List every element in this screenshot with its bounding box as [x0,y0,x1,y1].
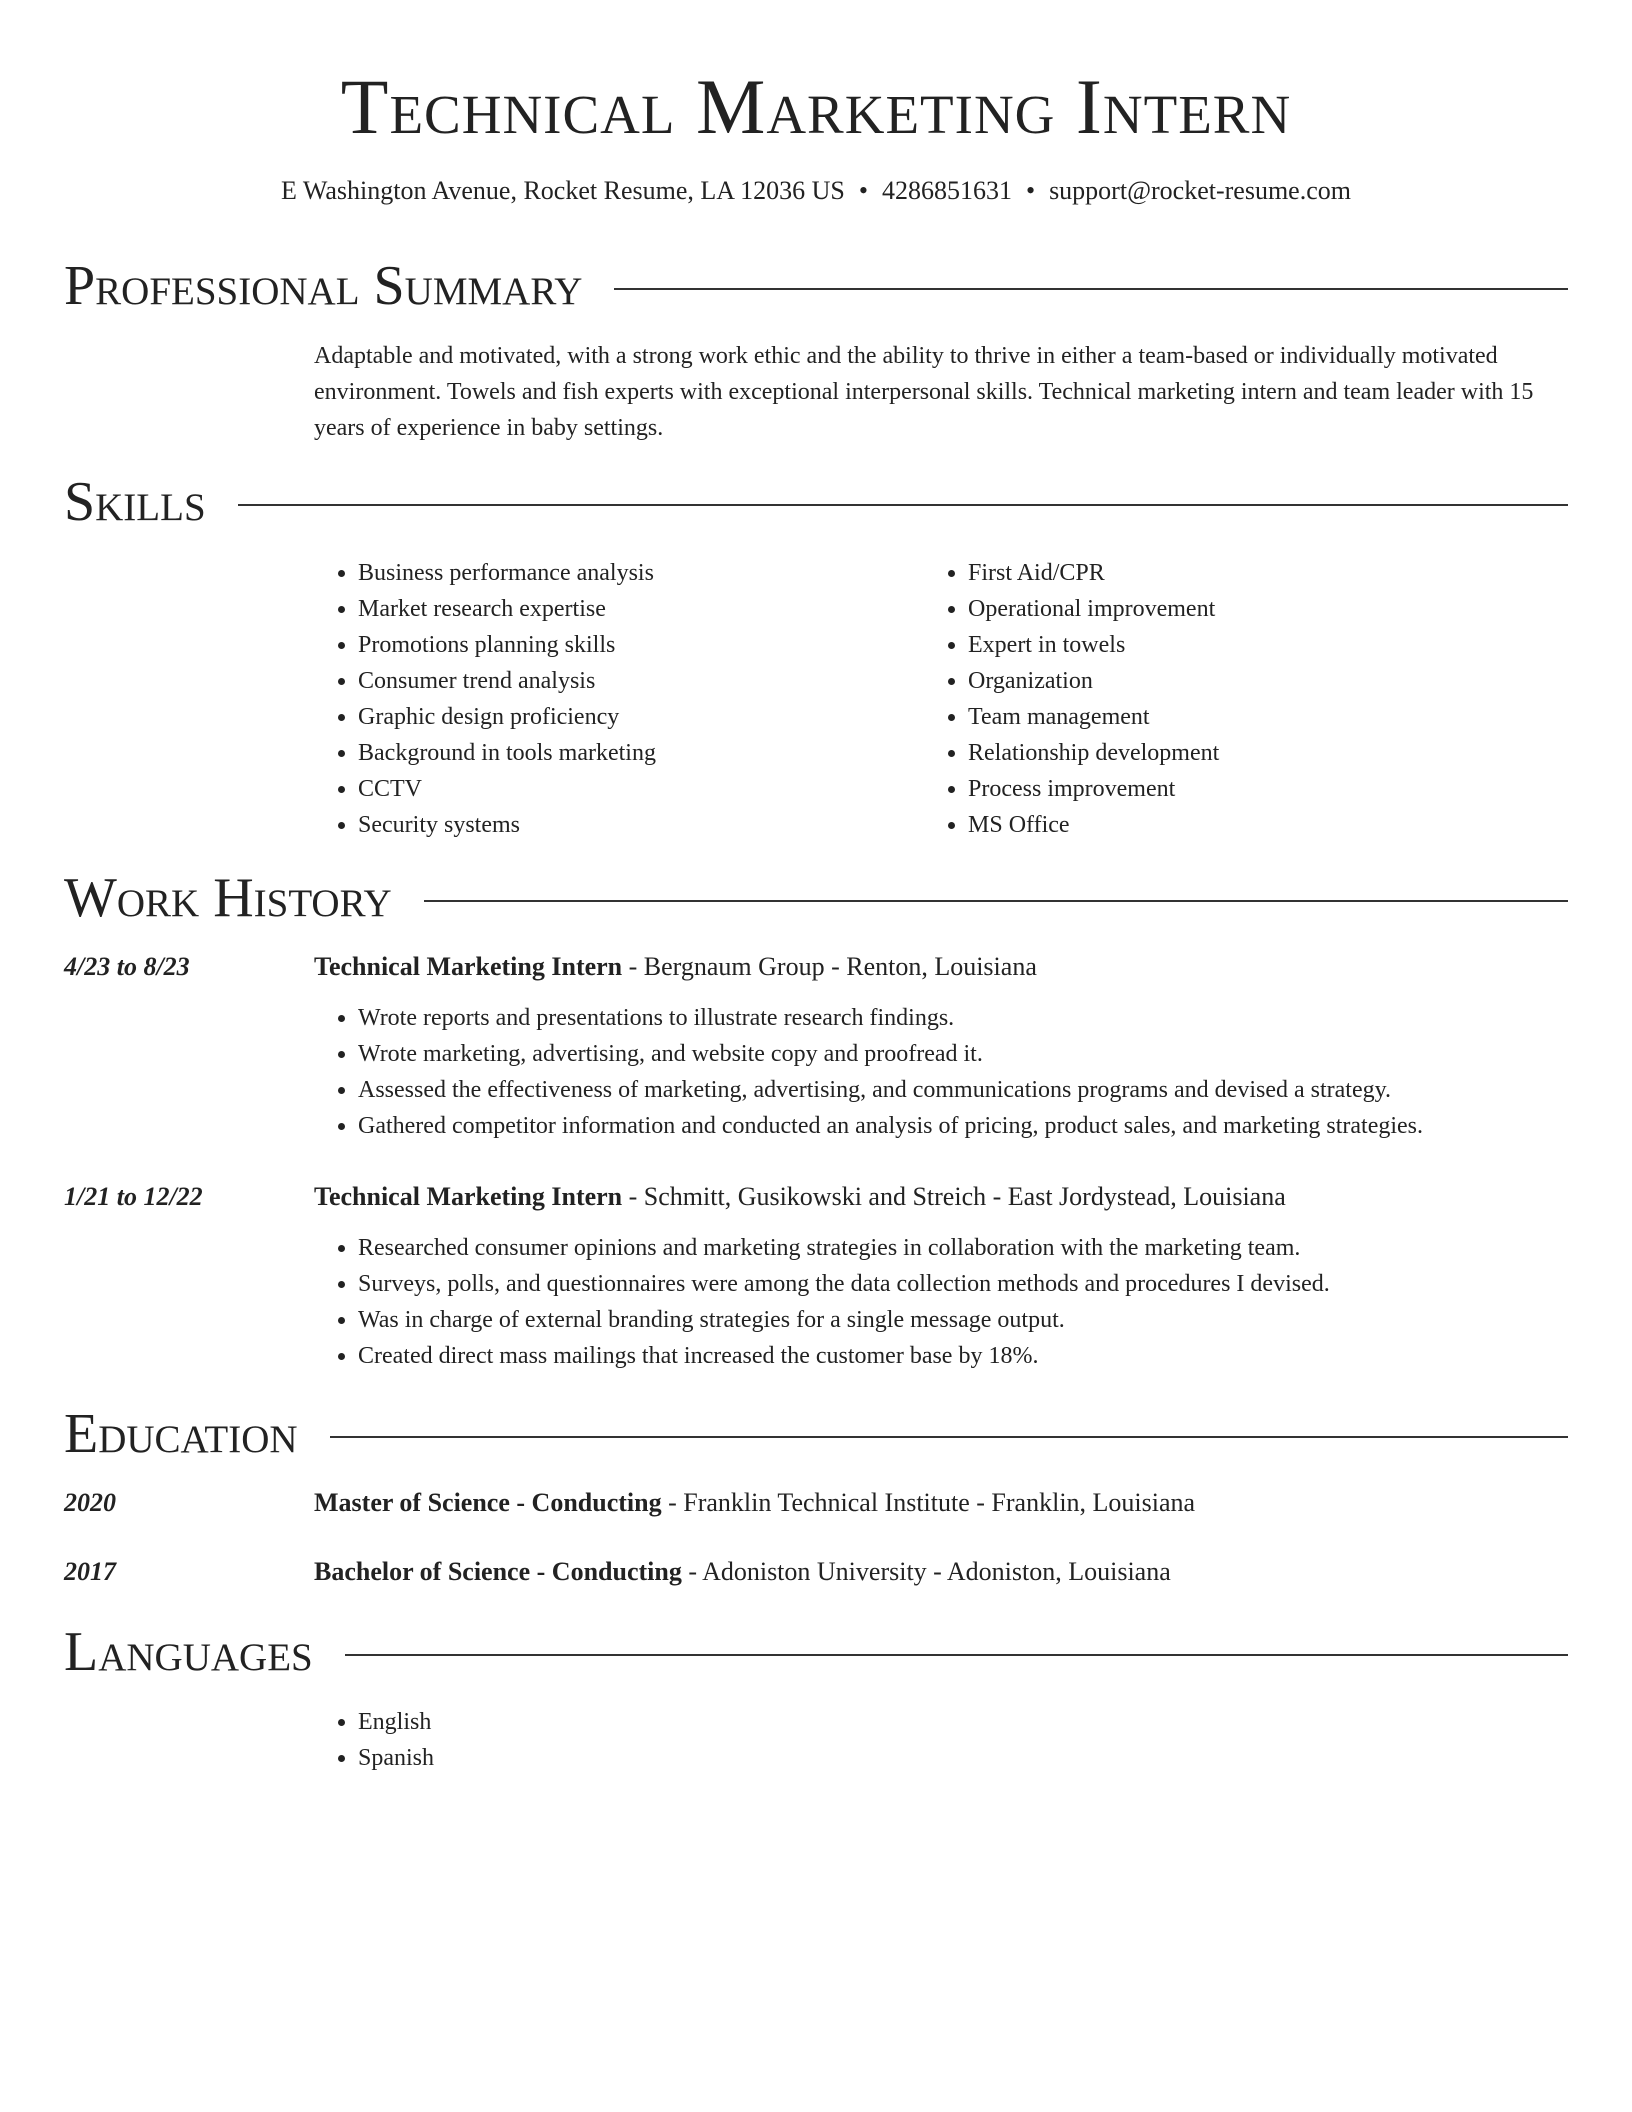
skill-item: • Graphic design proficiency [358,699,656,735]
contact-separator: • [858,176,868,205]
section-title-skills: Skills [64,471,206,533]
job-bullets-container [314,1000,1572,1144]
education-details: - Adoniston University - Adoniston, Louisiana [681,1557,1171,1586]
section-divider [330,1436,1568,1438]
language-item: • English [358,1704,1572,1740]
job-dates: 4/23 to 8/23 [64,952,190,981]
skill-item: • Security systems [358,807,656,843]
contact-address: E Washington Avenue, Rocket Resume, LA 12036 US [281,176,845,205]
section-divider [424,900,1568,902]
section-header-skills [64,472,1568,532]
section-divider [238,504,1568,506]
education-year: 2017 [64,1557,116,1586]
job-bullet: • Created direct mass mailings that increased the customer base by 18%. [358,1338,1572,1374]
skill-item: • CCTV [358,771,656,807]
job-bullet: • Gathered competitor information and conducted an analysis of pricing, product sales, and marketing strategies. [358,1108,1572,1144]
skills-list-left [314,555,656,843]
skill-item: • Expert in towels [968,627,1219,663]
summary-text: Adaptable and motivated, with a strong work ethic and the ability to thrive in either a team-based or individually motivated environment. Towels and fish experts with exceptional interpersonal skills. Technical marketing intern and team leader with 15 years of experience in baby settings. [314,343,1534,441]
section-title-languages: Languages [64,1621,313,1683]
skills-right-column [924,555,1219,843]
skill-item: • Relationship development [968,735,1219,771]
skill-item: • Promotions planning skills [358,627,656,663]
education-year: 2020 [64,1488,116,1517]
job-bullet: • Was in charge of external branding strategies for a single message output. [358,1302,1572,1338]
job-bullet: • Researched consumer opinions and marketing strategies in collaboration with the marketing team. [358,1230,1572,1266]
job-dates: 1/21 to 12/22 [64,1182,203,1211]
contact-separator: • [1025,176,1036,205]
section-header-summary [64,256,1568,316]
skill-item: • Background in tools marketing [358,735,656,771]
section-divider [614,288,1568,290]
skill-item: • First Aid/CPR [968,555,1219,591]
skill-item: • Process improvement [968,771,1219,807]
skill-item: • MS Office [968,807,1219,843]
section-title-education: Education [64,1403,298,1465]
resume-title: Technical Marketing Intern [340,63,1292,150]
job-title-line [314,1180,1572,1214]
skills-left-column [314,555,656,843]
skills-list-right [924,555,1219,843]
contact-line [0,174,1632,208]
contact-email: support@rocket-resume.com [1049,176,1351,205]
section-header-languages [64,1622,1568,1682]
job-bullet: • Assessed the effectiveness of marketing, advertising, and communications programs and devised a strategy. [358,1072,1572,1108]
education-entry [314,1555,1572,1589]
section-title-work: Work History [64,867,392,929]
job-role: Technical Marketing Intern [314,952,623,981]
languages-list [314,1704,1572,1776]
skill-item: • Operational improvement [968,591,1219,627]
languages-container [314,1704,1572,1776]
job-role: Technical Marketing Intern [314,1182,623,1211]
job-details: - Bergnaum Group - Renton, Louisiana [622,952,1037,981]
education-degree: Master of Science - Conducting [314,1488,662,1517]
education-entry [314,1486,1572,1520]
job-bullet: • Wrote reports and presentations to illustrate research findings. [358,1000,1572,1036]
job-bullets-container [314,1230,1572,1374]
section-header-education [64,1404,1568,1464]
section-divider [345,1654,1568,1656]
skill-item: • Organization [968,663,1219,699]
contact-phone: 4286851631 [881,176,1012,205]
job-details: - Schmitt, Gusikowski and Streich - East Jordystead, Louisiana [622,1182,1286,1211]
section-header-work [64,868,1568,928]
job-bullet: • Surveys, polls, and questionnaires were among the data collection methods and procedures I devised. [358,1266,1572,1302]
job-bullet: • Wrote marketing, advertising, and website copy and proofread it. [358,1036,1572,1072]
skill-item: • Business performance analysis [358,555,656,591]
section-title-summary: Professional Summary [64,255,583,317]
language-item: • Spanish [358,1740,1572,1776]
skill-item: • Consumer trend analysis [358,663,656,699]
education-degree: Bachelor of Science - Conducting [314,1557,682,1586]
education-details: - Franklin Technical Institute - Franklin, Louisiana [661,1488,1196,1517]
job-bullets [314,1000,1572,1144]
job-title-line [314,950,1572,984]
skill-item: • Team management [968,699,1219,735]
job-bullets [314,1230,1572,1374]
skill-item: • Market research expertise [358,591,656,627]
